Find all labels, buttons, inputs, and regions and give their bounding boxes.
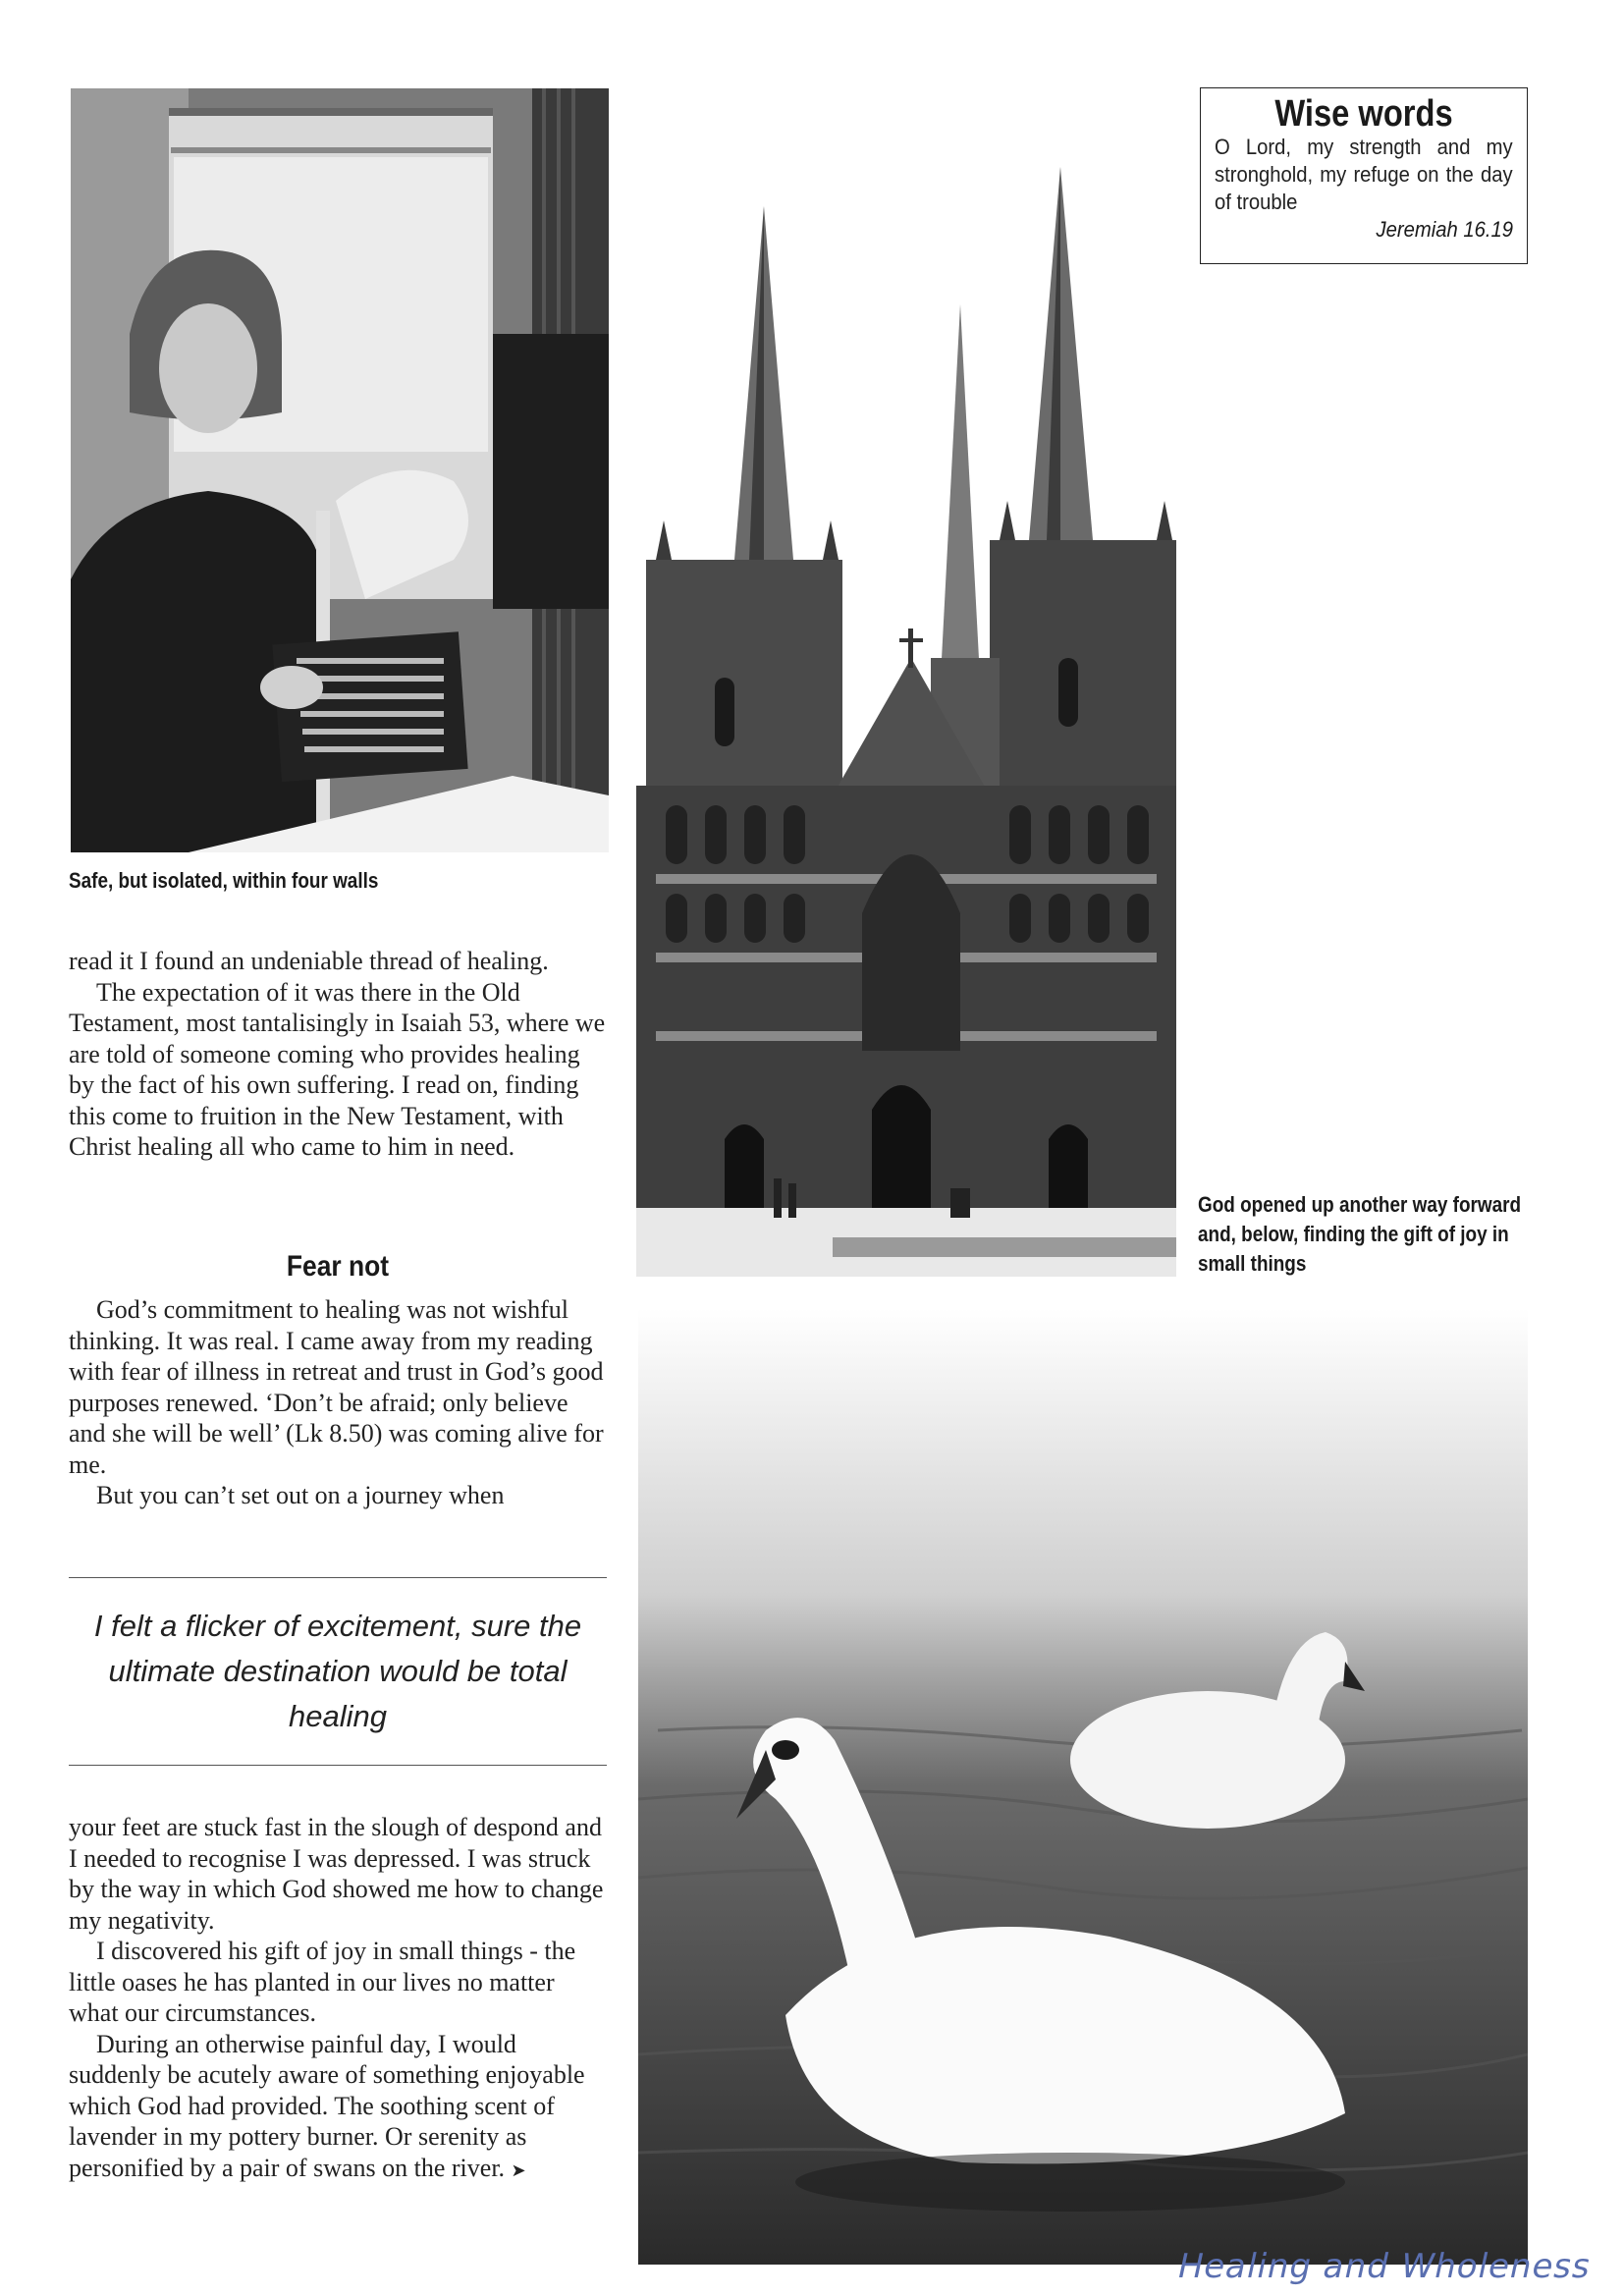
wise-words-box xyxy=(1200,87,1528,264)
handwritten-note: Healing and Wholeness xyxy=(1173,2247,1596,2286)
wise-words-title: Wise words xyxy=(1274,93,1453,135)
photo-cathedral xyxy=(636,167,1176,1277)
caption-cathedral-and-swans: God opened up another way forward and, below, finding the gift of joy in small things xyxy=(1198,1192,1522,1276)
photo-swans-on-river xyxy=(638,1308,1528,2265)
paragraph: read it I found an undeniable thread of healing. xyxy=(69,947,549,975)
article-text-block-2 xyxy=(69,1294,607,1511)
paragraph: your feet are stuck fast in the slough of despond and I needed to recognise I was depressed. I was struck by the way in which God showed me how to change my negativity. xyxy=(69,1813,604,1935)
pull-quote: I felt a flicker of excitement, sure the ultimate destination would be total healing xyxy=(93,1609,582,1733)
wise-words-reference: Jeremiah 16.19 xyxy=(1376,217,1513,242)
section-heading-fear-not: Fear not xyxy=(286,1250,390,1283)
wise-words-quote: O Lord, my strength and my stronghold, my refuge on the day of trouble xyxy=(1215,135,1513,214)
paragraph: The expectation of it was there in the Old Testament, most tantalisingly in Isaiah 53, where we are told of someone coming who provides healing by the fact of his own suffering. I read on, finding this come to fruition in the New Testament, with Christ healing all who came to him in need. xyxy=(69,977,606,1161)
caption-woman-photo: Safe, but isolated, within four walls xyxy=(69,868,379,893)
photo-woman-at-typewriter xyxy=(71,88,609,852)
pull-quote-rule-bottom xyxy=(69,1765,607,1766)
paragraph: But you can’t set out on a journey when xyxy=(96,1481,505,1509)
woman-photo-illustration xyxy=(71,88,609,852)
article-text-block-1 xyxy=(69,946,607,1163)
article-text-block-3 xyxy=(69,1812,607,2186)
continue-arrow-icon: ➤ xyxy=(511,2159,526,2181)
paragraph-text: During an otherwise painful day, I would suddenly be acutely aware of something enjoyable which God had provided. The soothing scent of lavender in my pottery burner. Or serenity as personified by a pair of swans on the river. xyxy=(69,2029,585,2182)
cathedral-photo-illustration xyxy=(636,167,1176,1277)
pull-quote-rule-top xyxy=(69,1577,607,1578)
swans-photo-illustration xyxy=(638,1308,1528,2265)
paragraph: God’s commitment to healing was not wishful thinking. It was real. I came away from my reading with fear of illness in retreat and trust in God’s good purposes renewed. ‘Don’t be afraid; only believe and she will be well’ (Lk 8.50) was coming alive for me. xyxy=(69,1295,604,1479)
paragraph xyxy=(69,2029,607,2187)
paragraph: I discovered his gift of joy in small things - the little oases he has planted in our lives no matter what our circumstances. xyxy=(69,1937,576,2027)
